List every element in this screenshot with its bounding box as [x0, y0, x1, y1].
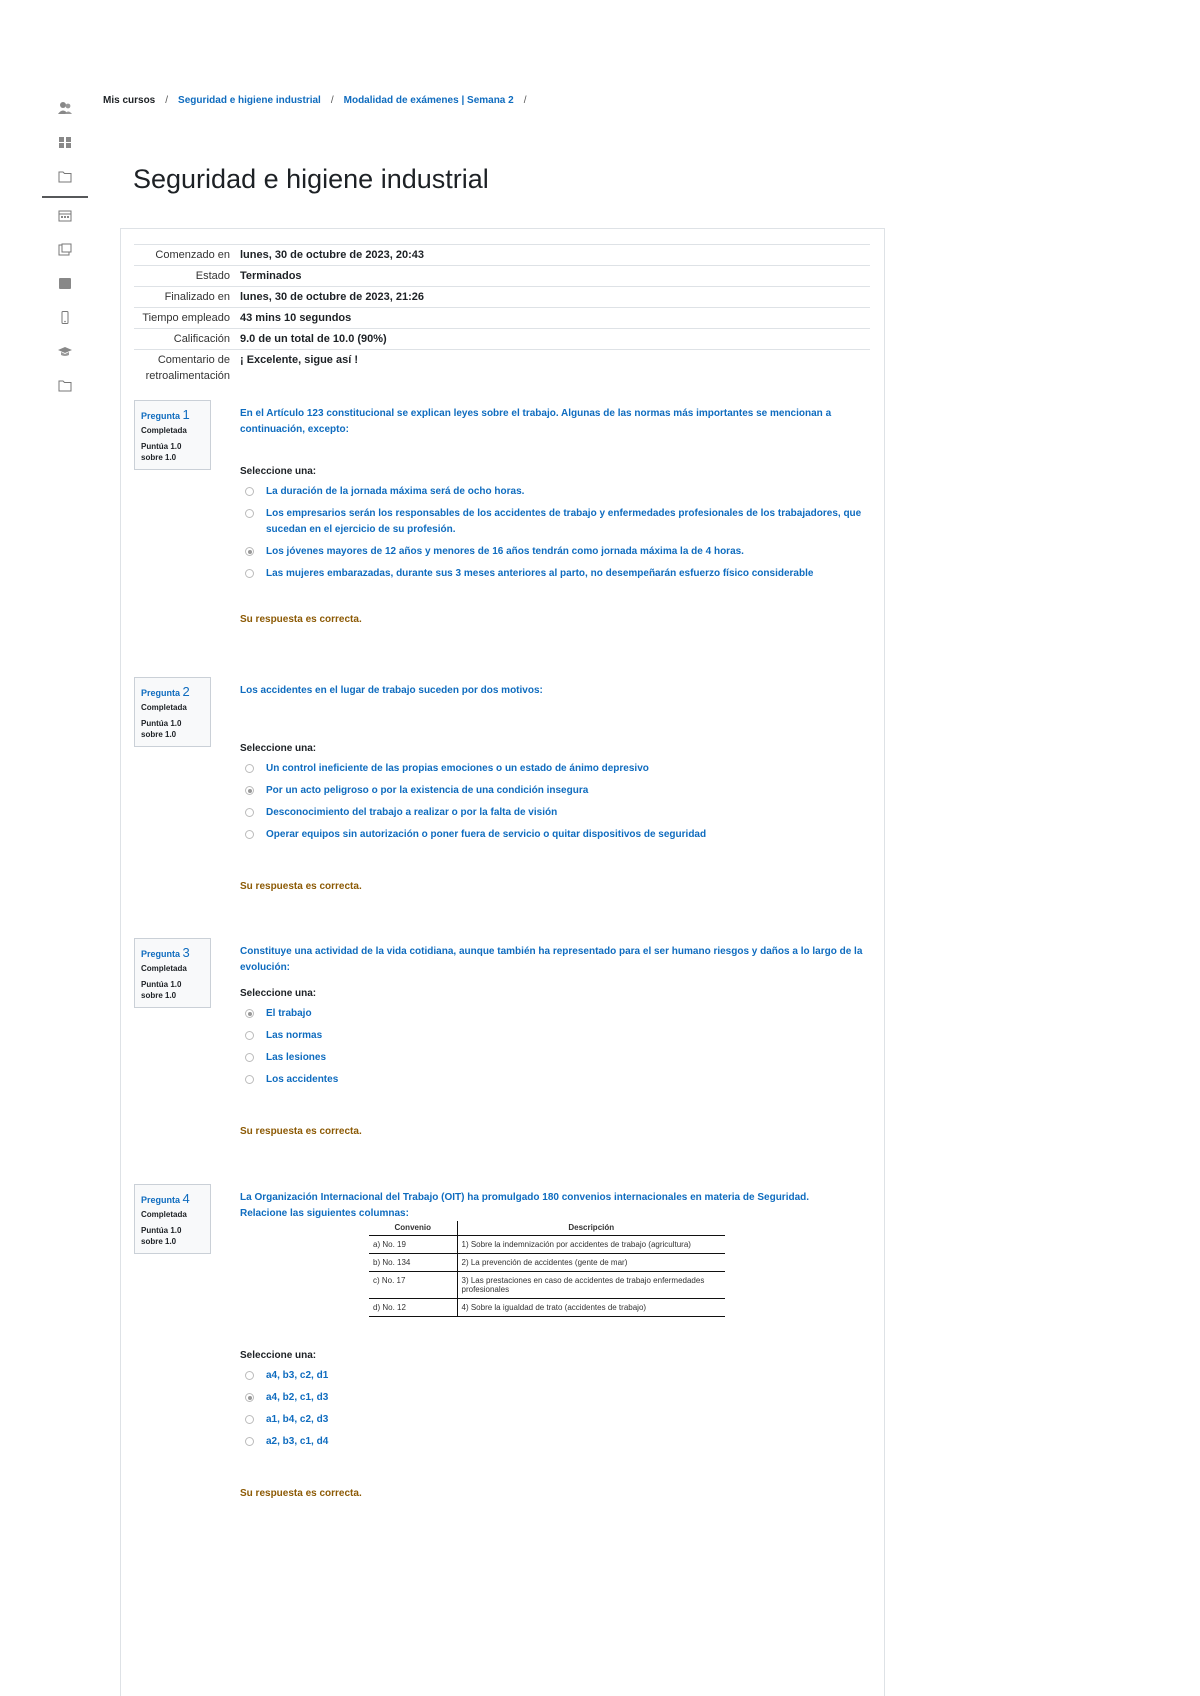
answer-prompt: Seleccione una: — [240, 1350, 317, 1361]
answer-label: a4, b3, c2, d1 — [266, 1370, 329, 1381]
radio-button-selected[interactable] — [245, 786, 254, 795]
answer-feedback: Su respuesta es correcta. — [240, 881, 362, 892]
summary-value: lunes, 30 de octubre de 2023, 20:43 — [240, 249, 425, 261]
radio-button[interactable] — [245, 1031, 254, 1040]
answer-label: a1, b4, c2, d3 — [266, 1414, 329, 1425]
answer-label: Los jóvenes mayores de 12 años y menores de 16 años tendrán como jornada máxima la de 4 horas. — [266, 546, 744, 557]
question-info — [134, 938, 211, 1008]
question-text: Los accidentes en el lugar de trabajo suceden por dos motivos: — [240, 685, 543, 696]
answer-option[interactable] — [240, 1390, 870, 1406]
question-text: En el Artículo 123 constitucional se explican leyes sobre el trabajo. Algunas de las normas más importantes se mencionan a continuación, excepto: — [240, 408, 832, 435]
answer-feedback: Su respuesta es correcta. — [240, 1488, 362, 1499]
radio-button[interactable] — [245, 1437, 254, 1446]
summary-value: lunes, 30 de octubre de 2023, 21:26 — [240, 291, 425, 303]
answer-option[interactable] — [240, 484, 870, 500]
answer-option[interactable] — [240, 1072, 870, 1088]
question-state: Completada — [141, 1210, 187, 1219]
table-row — [369, 1235, 725, 1253]
summary-row — [134, 244, 870, 265]
summary-label: Tiempo empleado — [142, 312, 230, 324]
answer-option[interactable] — [240, 1434, 870, 1450]
question-label: Pregunta — [141, 688, 181, 698]
answer-option[interactable] — [240, 783, 870, 799]
table-cell: b) No. 134 — [369, 1253, 457, 1271]
breadcrumb — [103, 95, 527, 106]
answer-label: Las mujeres embarazadas, durante sus 3 meses anteriores al parto, no desempeñarán esfuerzo físico considerable — [266, 568, 814, 579]
left-sidebar — [0, 0, 100, 1696]
summary-row — [134, 286, 870, 307]
answer-label: Los accidentes — [266, 1074, 339, 1085]
question-number — [141, 1191, 205, 1206]
question-label: Pregunta — [141, 1195, 181, 1205]
answer-label: Operar equipos sin autorización o poner fuera de servicio o quitar dispositivos de seguridad — [266, 829, 707, 840]
question-info — [134, 400, 211, 470]
answer-label: a4, b2, c1, d3 — [266, 1392, 329, 1403]
answer-option[interactable] — [240, 506, 870, 538]
breadcrumb-separator: / — [165, 95, 169, 106]
summary-row — [134, 265, 870, 286]
question-number — [141, 945, 205, 960]
answer-list — [240, 761, 870, 843]
answer-label: El trabajo — [266, 1008, 312, 1019]
active-indicator — [42, 196, 88, 198]
question-text: Constituye una actividad de la vida cotidiana, aunque también ha representado para el ser humano riesgos y daños a lo largo de la evolución: — [240, 946, 863, 973]
answer-option[interactable] — [240, 1412, 870, 1428]
table-cell: 1) Sobre la indemnización por accidentes de trabajo (agricultura) — [457, 1235, 725, 1253]
radio-button[interactable] — [245, 1415, 254, 1424]
question-number-value: 1 — [182, 407, 190, 422]
courses-icon[interactable] — [58, 136, 72, 149]
question-number-value: 2 — [182, 684, 190, 699]
attempt-summary — [134, 244, 870, 386]
summary-label: Estado — [195, 270, 230, 282]
answer-label: a2, b3, c1, d4 — [266, 1436, 329, 1447]
user-group-icon[interactable] — [58, 101, 72, 114]
table-row — [369, 1298, 725, 1316]
column-header: Descripción — [457, 1221, 725, 1235]
breadcrumb-section[interactable]: Modalidad de exámenes | Semana 2 — [343, 95, 514, 106]
answer-option[interactable] — [240, 566, 870, 582]
question-label: Pregunta — [141, 949, 181, 959]
answer-prompt: Seleccione una: — [240, 466, 317, 477]
answer-label: Desconocimiento del trabajo a realizar o por la falta de visión — [266, 807, 558, 818]
summary-row — [134, 349, 870, 386]
radio-button[interactable] — [245, 830, 254, 839]
summary-row — [134, 328, 870, 349]
radio-button[interactable] — [245, 487, 254, 496]
question-state: Completada — [141, 426, 187, 435]
answer-option[interactable] — [240, 827, 870, 843]
answer-feedback: Su respuesta es correcta. — [240, 614, 362, 625]
answer-label: Los empresarios serán los responsables de los accidentes de trabajo y enfermedades profesionales de los trabajadores, que sucedan en el ejercicio de su profesión. — [266, 508, 862, 535]
radio-button-selected[interactable] — [245, 547, 254, 556]
radio-button[interactable] — [245, 1371, 254, 1380]
breadcrumb-separator: / — [330, 95, 334, 106]
radio-button-selected[interactable] — [245, 1393, 254, 1402]
breadcrumb-separator: / — [523, 95, 527, 106]
table-cell: 3) Las prestaciones en caso de accidentes de trabajo enfermedades profesionales — [457, 1271, 725, 1298]
answer-option[interactable] — [240, 761, 870, 777]
folder-icon[interactable] — [58, 379, 72, 392]
question-number-value: 3 — [182, 945, 190, 960]
answer-label: Las normas — [266, 1030, 323, 1041]
summary-label: Calificación — [173, 333, 230, 345]
answer-option[interactable] — [240, 1368, 870, 1384]
graduation-cap-icon[interactable] — [58, 345, 72, 358]
question-info — [134, 1184, 211, 1254]
question-state: Completada — [141, 964, 187, 973]
answer-option[interactable] — [240, 1028, 870, 1044]
table-cell: d) No. 12 — [369, 1298, 457, 1316]
answer-option[interactable] — [240, 1006, 870, 1022]
radio-button[interactable] — [245, 509, 254, 518]
summary-label: Finalizado en — [164, 291, 230, 303]
radio-button[interactable] — [245, 1053, 254, 1062]
question-content — [240, 1184, 870, 1222]
table-cell: a) No. 19 — [369, 1235, 457, 1253]
answer-label: Las lesiones — [266, 1052, 327, 1063]
table-cell: c) No. 17 — [369, 1271, 457, 1298]
summary-value: 43 mins 10 segundos — [240, 312, 352, 324]
question-grade: Puntúa 1.0 sobre 1.0 — [141, 980, 182, 1000]
breadcrumb-course[interactable]: Seguridad e higiene industrial — [178, 95, 321, 106]
question-number-value: 4 — [182, 1191, 190, 1206]
question-content — [240, 938, 870, 1137]
radio-button[interactable] — [245, 1075, 254, 1084]
answer-label: Por un acto peligroso o por la existencia de una condición insegura — [266, 785, 589, 796]
summary-label: Comentario de retroalimentación — [145, 354, 230, 382]
table-row — [369, 1271, 725, 1298]
summary-value: ¡ Excelente, sigue así ! — [240, 354, 358, 366]
convenios-table — [369, 1221, 725, 1317]
table-cell: 4) Sobre la igualdad de trato (accidentes de trabajo) — [457, 1298, 725, 1316]
page-title: Seguridad e higiene industrial — [133, 164, 489, 194]
question-label: Pregunta — [141, 411, 181, 421]
summary-value: 9.0 de un total de 10.0 (90%) — [240, 333, 387, 345]
question-grade: Puntúa 1.0 sobre 1.0 — [141, 442, 182, 462]
answer-prompt: Seleccione una: — [240, 743, 317, 754]
answer-list — [240, 1368, 870, 1450]
answer-option[interactable] — [240, 544, 870, 560]
question-info — [134, 677, 211, 747]
question-content — [240, 400, 870, 625]
table-cell: 2) La prevención de accidentes (gente de mar) — [457, 1253, 725, 1271]
library-icon[interactable] — [58, 243, 72, 256]
question-content — [240, 677, 870, 892]
radio-button-selected[interactable] — [245, 1009, 254, 1018]
folder-icon[interactable] — [58, 170, 72, 183]
question-number — [141, 684, 205, 699]
table-header-row — [369, 1221, 725, 1235]
breadcrumb-my-courses[interactable]: Mis cursos — [103, 95, 156, 106]
question-text: La Organización Internacional del Trabajo (OIT) ha promulgado 180 convenios internacionales en materia de Seguridad. Relacione las siguientes columnas: — [240, 1192, 810, 1219]
calendar-icon[interactable] — [58, 209, 72, 222]
answer-list — [240, 484, 870, 582]
radio-button[interactable] — [245, 808, 254, 817]
answer-list — [240, 1006, 870, 1088]
answer-label: La duración de la jornada máxima será de ocho horas. — [266, 486, 525, 497]
mobile-icon[interactable] — [58, 311, 72, 324]
answer-feedback: Su respuesta es correcta. — [240, 1126, 362, 1137]
answer-option[interactable] — [240, 805, 870, 821]
question-content — [240, 1350, 870, 1499]
question-grade: Puntúa 1.0 sobre 1.0 — [141, 719, 182, 739]
question-number — [141, 407, 205, 422]
answer-label: Un control ineficiente de las propias emociones o un estado de ánimo depresivo — [266, 763, 649, 774]
column-header: Convenio — [369, 1221, 457, 1235]
table-row — [369, 1253, 725, 1271]
radio-button[interactable] — [245, 764, 254, 773]
summary-label: Comenzado en — [155, 249, 230, 261]
answer-prompt: Seleccione una: — [240, 988, 317, 999]
answer-option[interactable] — [240, 1050, 870, 1066]
summary-value: Terminados — [240, 270, 302, 282]
books-icon[interactable] — [58, 277, 72, 290]
summary-row — [134, 307, 870, 328]
question-state: Completada — [141, 703, 187, 712]
radio-button[interactable] — [245, 569, 254, 578]
question-grade: Puntúa 1.0 sobre 1.0 — [141, 1226, 182, 1246]
